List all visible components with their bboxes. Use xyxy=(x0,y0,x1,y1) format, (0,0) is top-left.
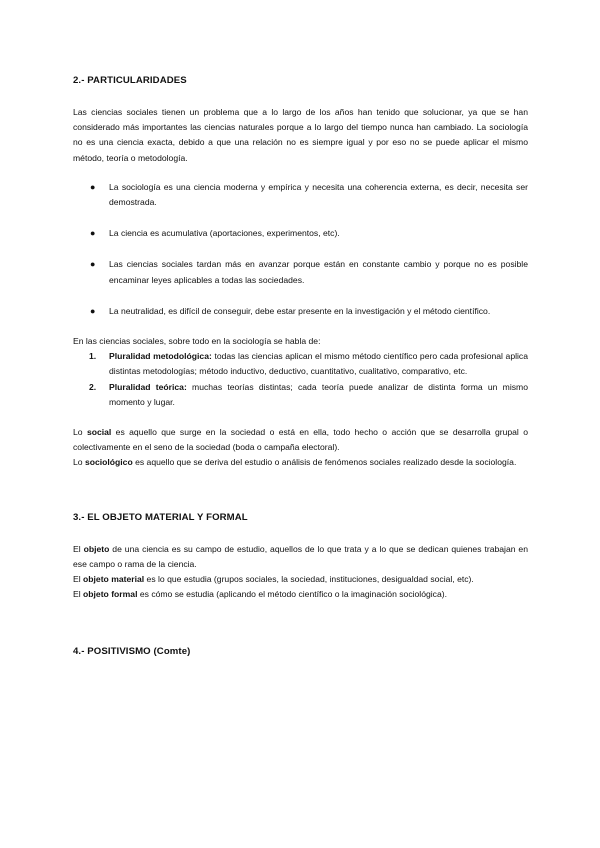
definition-sociologico xyxy=(73,455,528,470)
item-text: muchas teorías distintas; cada teoría puede analizar de distinta forma un mismo momento y lugar. xyxy=(109,381,528,407)
definition-prefix: El xyxy=(73,574,84,585)
item-text: todas las ciencias aplican el mismo método científico pero cada profesional aplica distintas metodologías; método inductivo, deductivo, cuantitativo, cualitativo, comparativo, etc. xyxy=(109,351,528,377)
definition-term: objeto xyxy=(83,543,110,554)
definition-prefix: El xyxy=(73,589,84,600)
bullet-icon: ● xyxy=(90,181,96,192)
definition-prefix: Lo xyxy=(73,427,87,438)
list-intro: En las ciencias sociales, sobre todo en la sociología se habla de: xyxy=(73,336,321,347)
section-2-title: 2.- PARTICULARIDADES xyxy=(73,75,187,86)
definition-term: sociológico xyxy=(84,457,133,468)
definition-text: de una ciencia es su campo de estudio, aquellos de lo que trata y a lo que se dedican quienes trabajan en ese campo o rama de la ciencia. xyxy=(73,543,528,569)
list-item xyxy=(73,304,528,319)
definition-objeto-material xyxy=(73,572,528,587)
list-item xyxy=(73,226,528,241)
bullet-icon: ● xyxy=(90,305,96,316)
definition-text: es cómo se estudia (aplicando el método científico o la imaginación sociológica). xyxy=(137,589,448,600)
definition-text: es aquello que se deriva del estudio o análisis de fenómenos sociales realizado desde la sociología. xyxy=(132,457,517,468)
list-item xyxy=(73,380,528,410)
definition-term: objeto formal xyxy=(83,589,138,600)
bullet-list xyxy=(73,180,528,319)
bullet-icon: ● xyxy=(90,228,96,239)
numbered-list xyxy=(73,349,528,410)
list-item xyxy=(73,349,528,379)
definition-objeto-formal xyxy=(73,587,528,602)
definition-prefix: Lo xyxy=(73,457,85,468)
definition-text: es aquello que surge en la sociedad o está en ella, todo hecho o acción que se desarrolla grupal o colectivamente en el seno de la sociedad (boda o campaña electoral). xyxy=(73,427,528,453)
bullet-text: La ciencia es acumulativa (aportaciones, experimentos, etc). xyxy=(109,228,340,239)
page-content xyxy=(73,74,528,659)
bullet-text: La neutralidad, es difícil de conseguir, debe estar presente en la investigación y el método científico. xyxy=(109,305,491,316)
item-number: 2. xyxy=(89,381,97,392)
section-2-intro: Las ciencias sociales tienen un problema que a lo largo de los años han tenido que solucionar, ya que se han considerado más importantes las ciencias naturales porque a lo largo del tiempo nunca han cambiado. La sociología no es una ciencia exacta, debido a que una relación no es siempre igual y por eso no se puede aplicar el mismo método, teoría o metodología. xyxy=(73,107,528,163)
bullet-text: La sociología es una ciencia moderna y empírica y necesita una coherencia externa, es decir, necesita ser demostrada. xyxy=(109,181,528,208)
item-number: 1. xyxy=(89,351,97,362)
list-item xyxy=(73,180,528,210)
definition-prefix: El xyxy=(73,543,84,554)
definition-term: social xyxy=(86,427,112,438)
section-4-title: 4.- POSITIVISMO (Comte) xyxy=(73,646,191,658)
definition-text: es lo que estudia (grupos sociales, la sociedad, instituciones, desigualdad social, etc). xyxy=(144,574,474,585)
bullet-icon: ● xyxy=(90,259,96,270)
definition-objeto xyxy=(73,542,528,572)
section-3-title: 3.- EL OBJETO MATERIAL Y FORMAL xyxy=(73,511,248,523)
list-item xyxy=(73,257,528,287)
item-term: Pluralidad metodológica: xyxy=(109,351,212,362)
bullet-text: Las ciencias sociales tardan más en avanzar porque están en constante cambio y porque no es posible encaminar leyes aplicables a todas las sociedades. xyxy=(109,259,528,285)
definition-social xyxy=(73,425,528,455)
item-term: Pluralidad teórica: xyxy=(109,381,187,392)
definition-term: objeto material xyxy=(83,574,145,585)
